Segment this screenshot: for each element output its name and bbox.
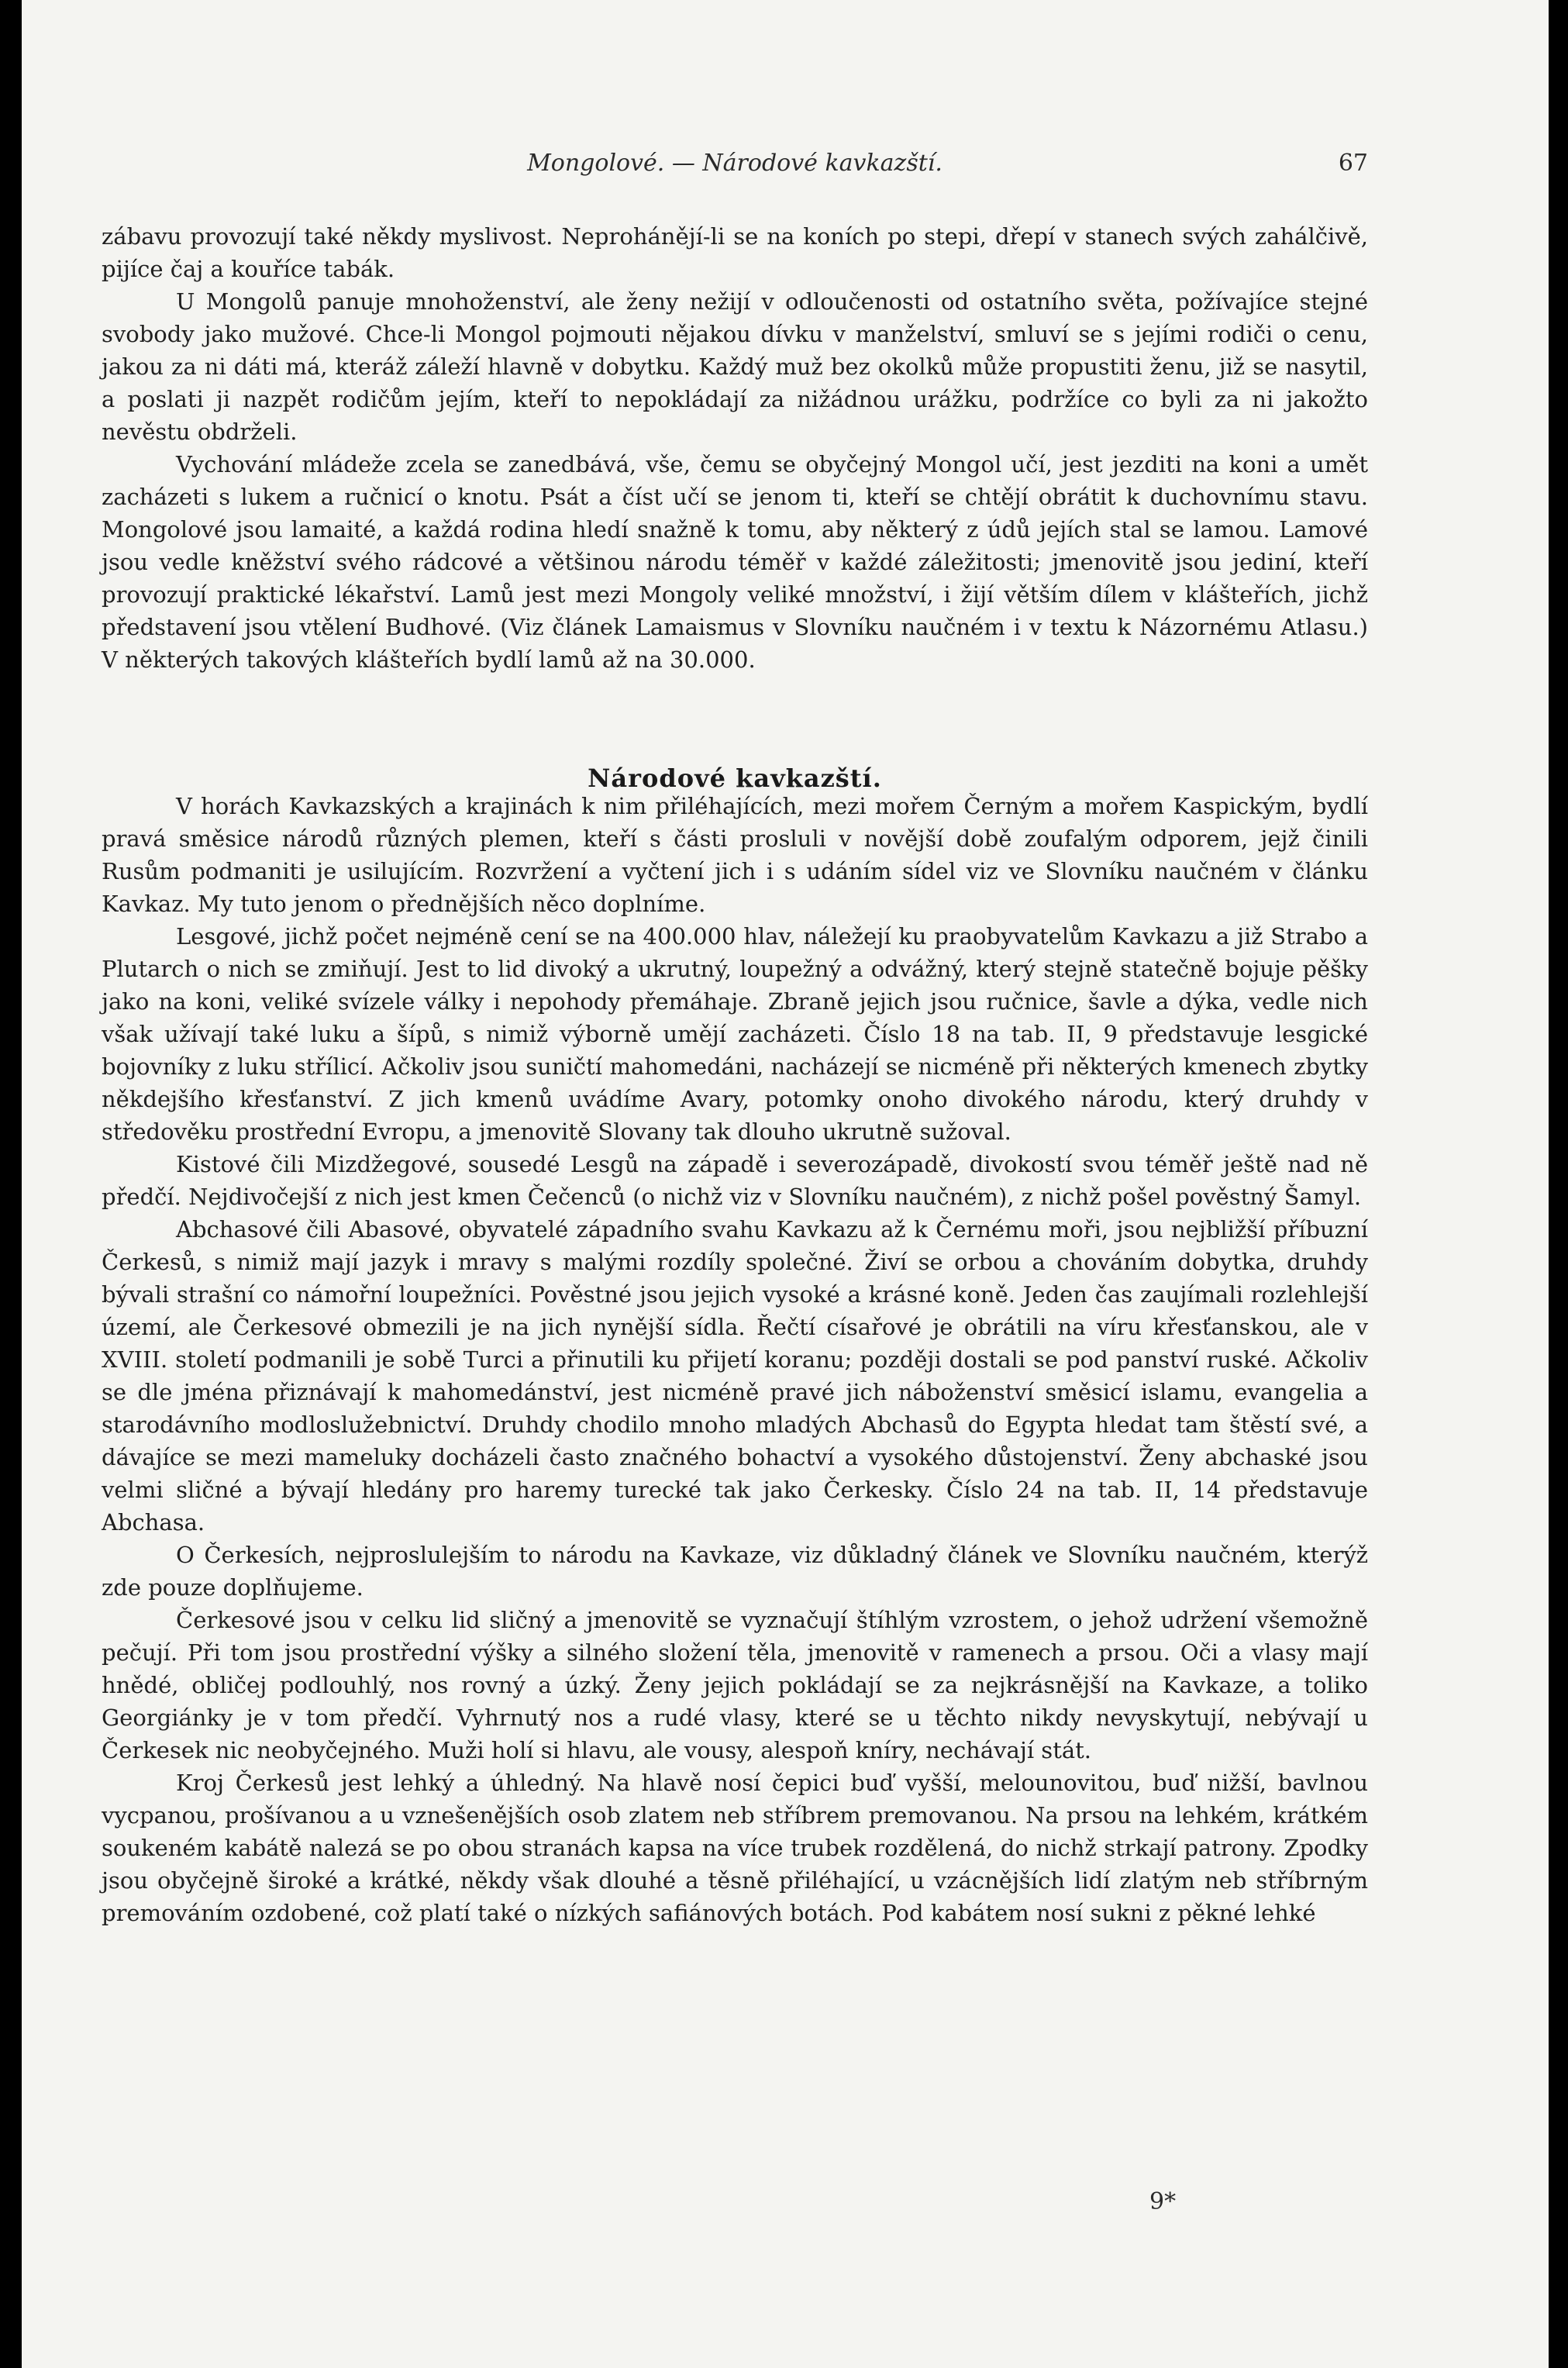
signature-mark: 9*	[1149, 2188, 1177, 2215]
page-number: 67	[1338, 150, 1368, 177]
paragraph: zábavu provozují také někdy myslivost. Neprohánějí-li se na koních po stepi, dřepí v stanech svých zahálčivě, pijíce čaj a kouříce tabák.	[102, 223, 1368, 282]
paragraph: Čerkesové jsou v celku lid sličný a jmenovitě se vyznačují štíhlým vzrostem, o jehož udržení všemožně pečují. Při tom jsou prostřední výšky a silného složení těla, jmenovitě v ramenech a prsou. Oči a vlasy mají hnědé, obličej podlouhlý, nos rovný a úzký. Ženy jejich pokládají se za nejkrásnější na Kavkaze, a toliko Georgiánky je v tom předčí. Vyhrnutý nos a rudé vlasy, které se u těchto nikdy nevyskytují, nebývají u Čerkesek nic neobyčejného. Muži holí si hlavu, ale vousy, alespoň kníry, nechávají stát.	[102, 1607, 1368, 1763]
paragraph: Kistové čili Mizdžegové, sousedé Lesgů na západě i severozápadě, divokostí svou téměř ještě nad ně předčí. Nejdivočejší z nich jest kmen Čečenců (o nichž viz v Slovníku naučném), z nichž pošel pověstný Šamyl.	[102, 1151, 1368, 1210]
text-section-caucasus	[102, 790, 1368, 1929]
paragraph: Lesgové, jichž počet nejméně cení se na 400.000 hlav, náležejí ku praobyvatelům Kavkazu a již Strabo a Plutarch o nich se zmiňují. Jest to lid divoký a ukrutný, loupežný a odvážný, který stejně statečně bojuje pěšky jako na koni, veliké svízele války i nepohody přemáhaje. Zbraně jejich jsou ručnice, šavle a dýka, vedle nich však užívají také luku a šípů, s nimiž výborně umějí zacházeti. Číslo 18 na tab. II, 9 představuje lesgické bojovníky z luku střílicí. Ačkoliv jsou suničtí mahomedáni, nacházejí se nicméně při některých kmenech zbytky někdejšího křesťanství. Z jich kmenů uvádíme Avary, potomky onoho divokého národu, který druhdy v středověku prostřední Evropu, a jmenovitě Slovany tak dlouho ukrutně sužoval.	[102, 923, 1368, 1145]
paragraph: U Mongolů panuje mnohoženství, ale ženy nežijí v odloučenosti od ostatního světa, požívajíce stejné svobody jako mužové. Chce-li Mongol pojmouti nějakou dívku v manželství, smluví se s jejími rodiči o cenu, jakou za ni dáti má, kteráž záleží hlavně v dobytku. Každý muž bez okolků může propustiti ženu, již se nasytil, a poslati ji nazpět rodičům jejím, kteří to nepokládají za nižádnou urážku, podržíce co byli za ni jakožto nevěstu obdrželi.	[102, 288, 1368, 445]
running-title: Mongolové. — Národové kavkazští.	[527, 150, 943, 177]
paragraph: Kroj Čerkesů jest lehký a úhledný. Na hlavě nosí čepici buď vyšší, melounovitou, buď nižší, bavlnou vycpanou, prošívanou a u vznešenějších osob zlatem neb stříbrem premovanou. Na prsou na lehkém, krátkém soukeném kabátě nalezá se po obou stranách kapsa na více trubek rozdělená, do nichž strkají patrony. Zpodky jsou obyčejně široké a krátké, někdy však dlouhé a těsně přiléhající, u vzácnějších lidí zlatým neb stříbrným premováním ozdobené, což platí také o nízkých safiánových botách. Pod kabátem nosí sukni z pěkné lehké	[102, 1770, 1368, 1926]
text-section-mongols	[102, 220, 1368, 676]
book-page	[22, 0, 1549, 2368]
running-header	[102, 150, 1368, 188]
paragraph: O Čerkesích, nejproslulejším to národu na Kavkaze, viz důkladný článek ve Slovníku naučném, kterýž zde pouze doplňujeme.	[102, 1542, 1368, 1601]
paragraph: Vychování mládeže zcela se zanedbává, vše, čemu se obyčejný Mongol učí, jest jezditi na koni a umět zacházeti s lukem a ručnicí o knotu. Psát a číst učí se jenom ti, kteří se chtějí obrátit k duchovnímu stavu. Mongolové jsou lamaité, a každá rodina hledí snažně k tomu, aby některý z údů jejích stal se lamou. Lamové jsou vedle kněžství svého rádcové a většinou národu téměř v každé záležitosti; jmenovitě jsou jediní, kteří provozují praktické lékařství. Lamů jest mezi Mongoly veliké množství, i žijí větším dílem v klášteřích, jichž představení jsou vtělení Budhové. (Viz článek Lamaismus v Slovníku naučném i v textu k Názornému Atlasu.) V některých takových klášteřích bydlí lamů až na 30.000.	[102, 451, 1368, 673]
paragraph: V horách Kavkazských a krajinách k nim přiléhajících, mezi mořem Černým a mořem Kaspickým, bydlí pravá směsice národů různých plemen, kteří s části prosluli v novější době zoufalým odporem, jejž činili Rusům podmaniti je usilujícím. Rozvržení a vyčtení jich i s udáním sídel viz ve Slovníku naučném v článku Kavkaz. My tuto jenom o přednějších něco doplníme.	[102, 793, 1368, 917]
section-heading: Národové kavkazští.	[588, 763, 882, 793]
paragraph: Abchasové čili Abasové, obyvatelé západního svahu Kavkazu až k Černému moři, jsou nejbližší příbuzní Čerkesů, s nimiž mají jazyk i mravy s malými rozdíly společné. Živí se orbou a chováním dobytka, druhdy bývali strašní co námořní loupežníci. Pověstné jsou jejich vysoké a krásné koně. Jeden čas zaujímali rozlehlejší území, ale Čerkesové obmezili je na jich nynější sídla. Řečtí císařové je obrátili na víru křesťanskou, ale v XVIII. století podmanili je sobě Turci a přinutili ku přijetí koranu; později dostali se pod panství ruské. Ačkoliv se dle jména přiznávají k mahomedánství, jest nicméně pravé jich náboženství směsicí islamu, evangelia a starodávního modloslužebnictví. Druhdy chodilo mnoho mladých Abchasů do Egypta hledat tam štěstí své, a dávajíce se mezi mameluky docházeli často značného bohactví a vysokého důstojenství. Ženy abchaské jsou velmi sličné a bývají hledány pro haremy turecké tak jako Čerkesky. Číslo 24 na tab. II, 14 představuje Abchasa.	[102, 1216, 1368, 1536]
